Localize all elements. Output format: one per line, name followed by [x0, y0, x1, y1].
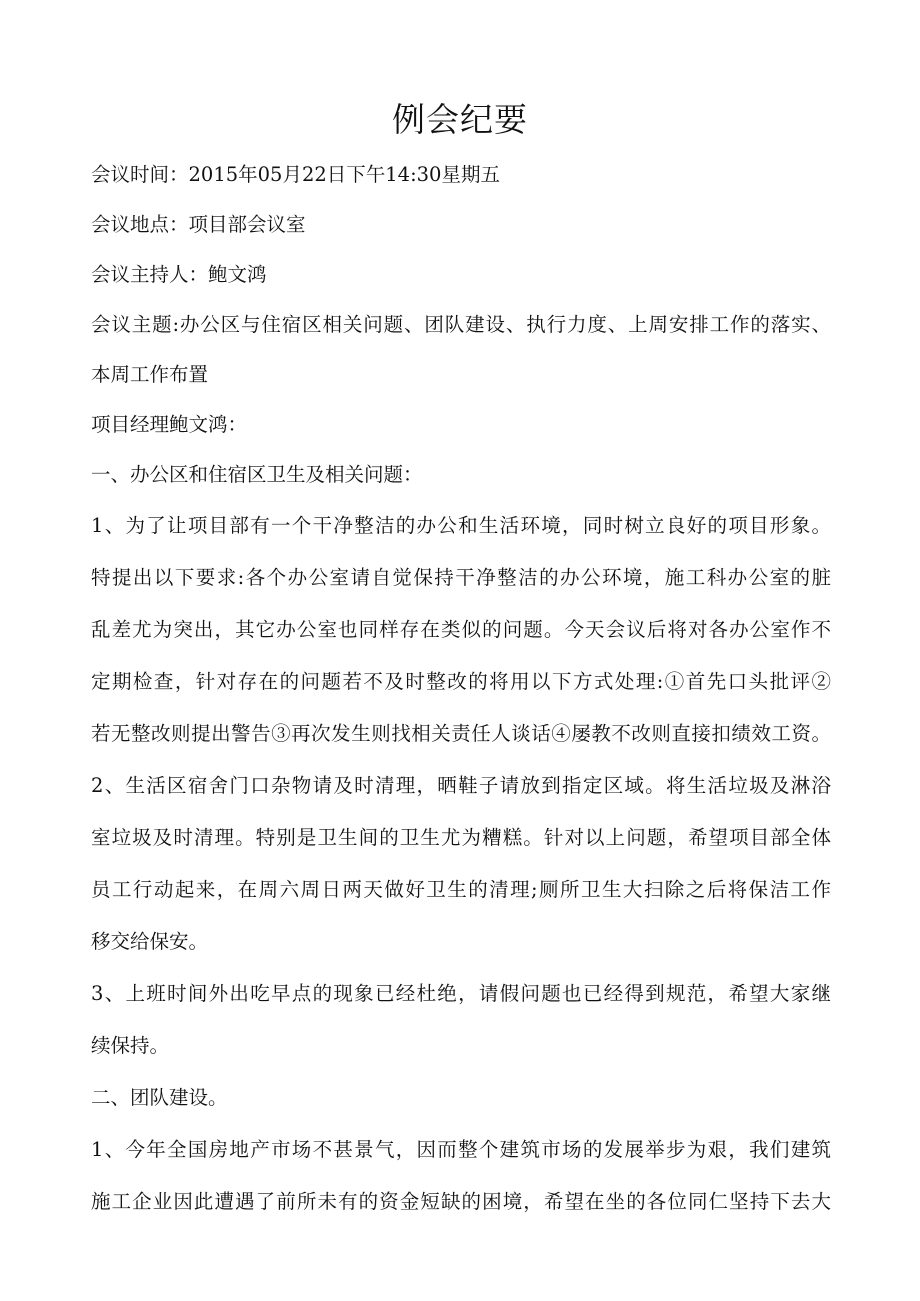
section-heading: 二、团队建设。	[91, 1086, 228, 1109]
paragraph-line: 移交给保安。	[91, 930, 209, 953]
paragraph-line: 室垃圾及时清理。特别是卫生间的卫生尤为糟糕。针对以上问题，希望项目部全体	[91, 826, 831, 849]
paragraph-line: 1、今年全国房地产市场不甚景气，因而整个建筑市场的发展举步为艰，我们建筑	[91, 1138, 831, 1161]
document-body	[91, 150, 831, 1228]
speaker-line: 项目经理鲍文鸿：	[91, 413, 248, 436]
paragraph-line: 特提出以下要求:各个办公室请自觉保持干净整洁的办公环境，施工科办公室的脏	[91, 566, 831, 589]
meeting-host-line: 会议主持人：鲍文鸿	[91, 263, 267, 286]
meeting-location-line: 会议地点：项目部会议室	[91, 213, 306, 236]
paragraph-line: 2、生活区宿舍门口杂物请及时清理，晒鞋子请放到指定区域。将生活垃圾及淋浴	[91, 774, 831, 797]
paragraph-line: 3、上班时间外出吃早点的现象已经杜绝，请假问题也已经得到规范，希望大家继	[91, 982, 831, 1005]
paragraph-line: 员工行动起来，在周六周日两天做好卫生的清理;厕所卫生大扫除之后将保洁工作	[91, 878, 831, 901]
meeting-time-line: 会议时间：2015年05月22日下午14:30星期五	[91, 163, 500, 186]
meeting-topic-line: 会议主题:办公区与住宿区相关问题、团队建设、执行力度、上周安排工作的落实、	[91, 313, 831, 336]
paragraph-line: 定期检查，针对存在的问题若不及时整改的将用以下方式处理:①首先口头批评②	[91, 670, 831, 693]
section-heading: 一、办公区和住宿区卫生及相关问题：	[91, 463, 423, 486]
paragraph-line: 续保持。	[91, 1034, 170, 1057]
paragraph-line: 乱差尤为突出，其它办公室也同样存在类似的问题。今天会议后将对各办公室作不	[91, 618, 831, 641]
page-title: 例会纪要	[392, 100, 528, 139]
paragraph-line: 1、为了让项目部有一个干净整洁的办公和生活环境，同时树立良好的项目形象。	[91, 514, 831, 537]
paragraph-line: 若无整改则提出警告③再次发生则找相关责任人谈话④屡教不改则直接扣绩效工资。	[91, 722, 831, 745]
paragraph-line: 施工企业因此遭遇了前所未有的资金短缺的困境，希望在坐的各位同仁坚持下去大	[91, 1190, 831, 1213]
meeting-topic-continuation: 本周工作布置	[91, 363, 209, 386]
